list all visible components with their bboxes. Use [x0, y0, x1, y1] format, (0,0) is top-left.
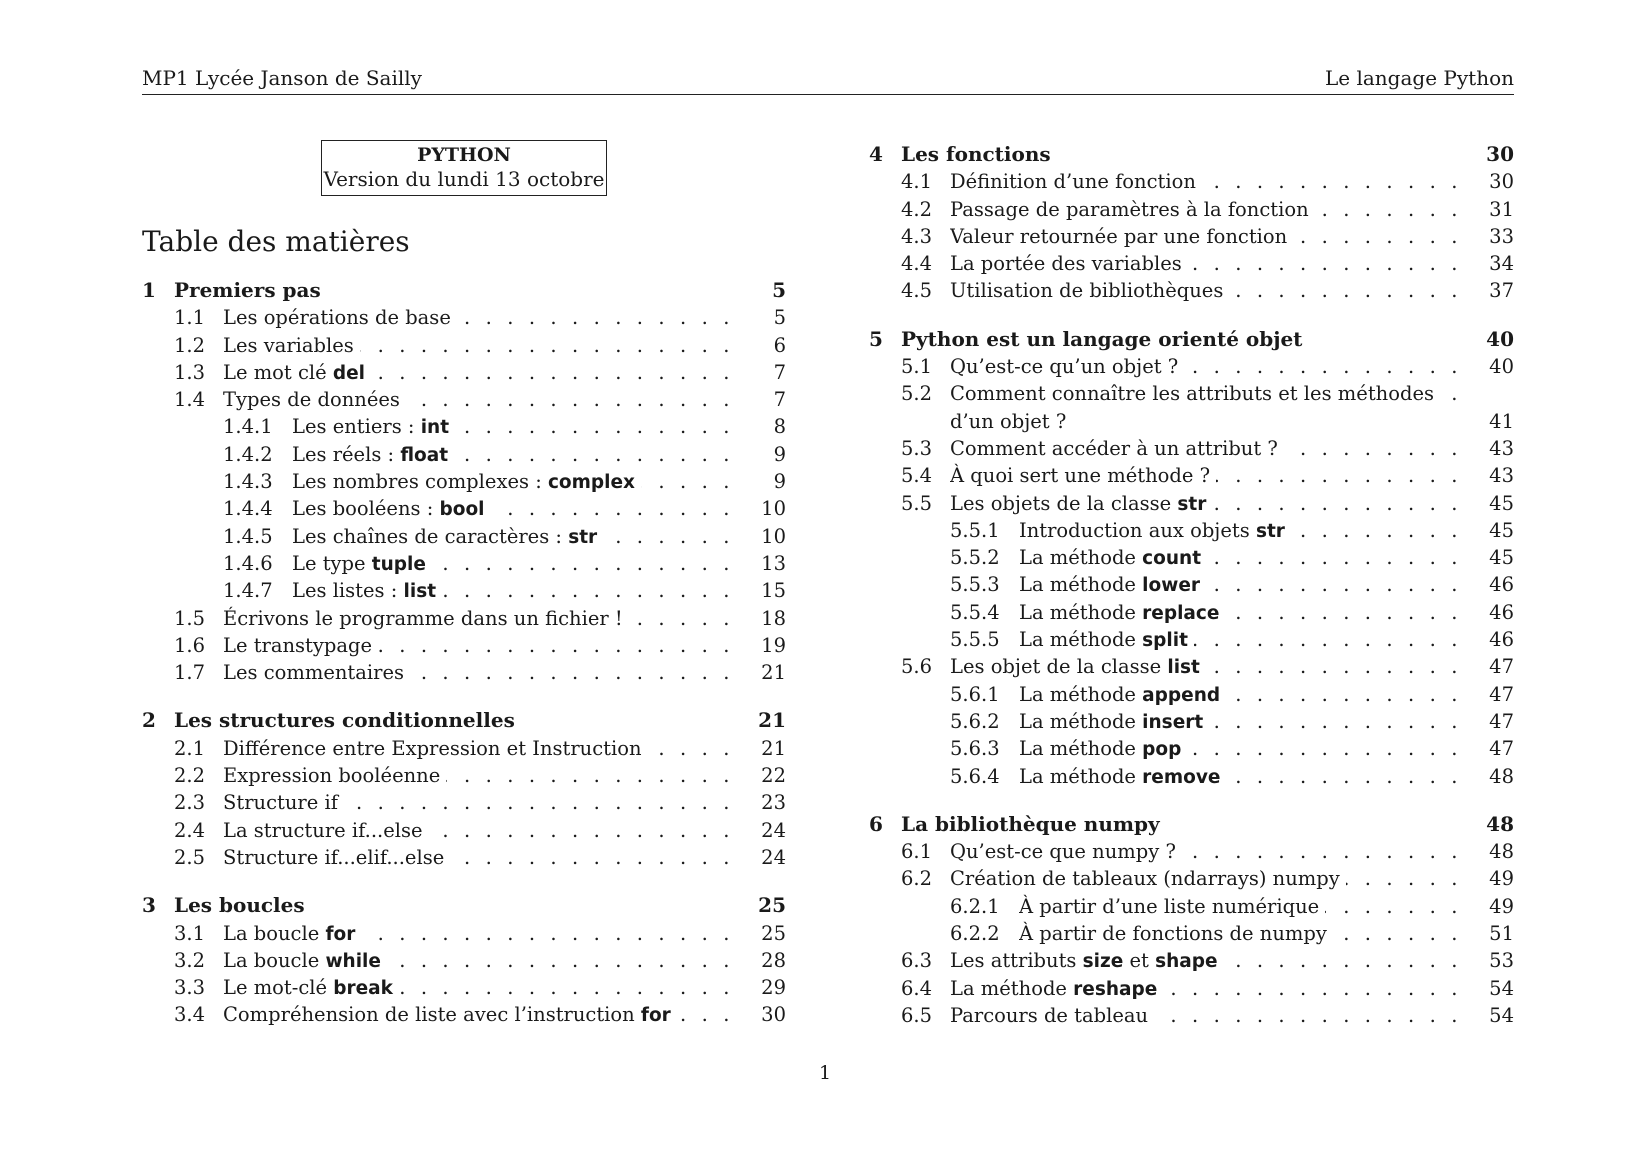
toc-page: 37 — [1489, 279, 1514, 303]
toc-page: 30 — [1489, 170, 1514, 194]
toc-page: 10 — [761, 524, 786, 548]
toc-page: 46 — [1489, 573, 1514, 597]
toc-number: 1.4 — [174, 388, 206, 412]
toc-subentry[interactable] — [142, 413, 786, 440]
toc-page: 5 — [773, 306, 786, 330]
toc-page: 7 — [773, 388, 786, 412]
toc-label: Le mot clé del . . . — [223, 359, 734, 387]
toc-label: La méthode count . . . — [1019, 544, 1462, 572]
toc-number: 2.1 — [174, 736, 206, 760]
toc-number: 5.5.2 — [950, 546, 1000, 570]
toc-subentry[interactable] — [142, 523, 786, 550]
toc-number: 1.2 — [174, 333, 206, 357]
toc-number: 6.2.2 — [950, 922, 1000, 946]
toc-entry[interactable] — [869, 975, 1514, 1002]
toc-page: 18 — [761, 606, 786, 630]
toc-number: 1.4.2 — [223, 442, 273, 466]
toc-page: 48 — [1486, 811, 1514, 836]
toc-keyword: for — [325, 923, 356, 945]
toc-subentry[interactable] — [142, 577, 786, 604]
toc-label: Types de données . . . — [223, 386, 734, 413]
toc-number: 1.6 — [174, 633, 206, 657]
toc-number: 5.2 — [901, 382, 933, 406]
toc-label: Les entiers : int . . . — [292, 413, 734, 441]
toc-section[interactable] — [869, 326, 1514, 353]
toc-entry[interactable] — [869, 1002, 1514, 1029]
toc-label: La méthode insert . . . — [1019, 708, 1462, 736]
toc-entry[interactable] — [142, 789, 786, 816]
toc-keyword: break — [333, 978, 393, 1000]
toc-page: 40 — [1486, 326, 1514, 351]
toc-number: 4 — [869, 142, 883, 166]
toc-label: La méthode lower . . . — [1019, 571, 1462, 599]
toc-entry[interactable] — [142, 632, 786, 659]
toc-label: Les listes : list . . . — [292, 577, 734, 605]
toc-page: 43 — [1489, 436, 1514, 460]
toc-subentry[interactable] — [142, 441, 786, 468]
toc-number: 1.7 — [174, 661, 206, 685]
toc-number: 2.3 — [174, 791, 206, 815]
toc-label: Premiers pas — [174, 277, 734, 304]
toc-number: 5.6 — [901, 655, 933, 679]
toc-number: 5.5.1 — [950, 518, 1000, 542]
toc-entry[interactable] — [142, 947, 786, 974]
toc-entry[interactable] — [869, 838, 1514, 865]
toc-label: Les objet de la classe list . . . — [950, 653, 1462, 681]
toc-column-left — [142, 277, 786, 1029]
toc-number: 1 — [142, 278, 156, 302]
toc-page: 21 — [761, 661, 786, 685]
toc-number: 5.6.2 — [950, 709, 1000, 733]
toc-page: 7 — [773, 360, 786, 384]
toc-number: 3.3 — [174, 976, 206, 1000]
toc-page: 22 — [761, 764, 786, 788]
header-left: MP1 Lycée Janson de Sailly — [142, 66, 422, 90]
toc-keyword: str — [568, 526, 598, 548]
toc-number: 1.3 — [174, 360, 206, 384]
toc-number: 5.4 — [901, 464, 933, 488]
toc-label: Écrivons le programme dans un fichier ! . . . — [223, 605, 734, 632]
toc-entry[interactable] — [142, 1001, 786, 1028]
toc-entry[interactable] — [142, 844, 786, 871]
toc-entry[interactable] — [142, 386, 786, 413]
toc-page: 6 — [773, 333, 786, 357]
toc-number: 5.5.4 — [950, 600, 1000, 624]
toc-keyword: split — [1142, 630, 1188, 652]
toc-label: Valeur retournée par une fonction . . . — [950, 223, 1462, 250]
toc-section[interactable] — [869, 141, 1514, 168]
toc-page: 43 — [1489, 464, 1514, 488]
toc-page: 48 — [1489, 840, 1514, 864]
toc-number: 3.4 — [174, 1003, 206, 1027]
toc-label: À partir d’une liste numérique . . . — [1019, 893, 1462, 920]
toc-label: Expression booléenne . . . — [223, 762, 734, 789]
toc-number: 5.5.3 — [950, 573, 1000, 597]
toc-section[interactable] — [869, 811, 1514, 838]
toc-number: 4.2 — [901, 197, 933, 221]
toc-subentry[interactable] — [869, 626, 1514, 653]
toc-number: 5.6.1 — [950, 682, 1000, 706]
toc-number: 3.1 — [174, 921, 206, 945]
toc-number: 1.5 — [174, 606, 206, 630]
page-number: 1 — [818, 1062, 832, 1084]
toc-keyword: pop — [1142, 739, 1182, 761]
toc-entry[interactable] — [869, 947, 1514, 974]
toc-keyword: float — [400, 444, 449, 466]
toc-label: Les nombres complexes : complex . . . — [292, 468, 734, 496]
toc-label: La boucle while . . . — [223, 947, 734, 975]
toc-number: 5.5 — [901, 491, 933, 515]
toc-label: La structure if...else . . . — [223, 817, 734, 844]
toc-page: 15 — [761, 579, 786, 603]
toc-entry[interactable] — [142, 304, 786, 331]
toc-label: Le mot-clé break . . . — [223, 974, 734, 1002]
toc-label: Les variables . . . — [223, 332, 734, 359]
toc-label: Les fonctions — [901, 141, 1462, 168]
toc-page: 30 — [1486, 142, 1514, 166]
toc-entry[interactable] — [142, 332, 786, 359]
toc-subentry[interactable] — [869, 544, 1514, 571]
toc-label: Les commentaires . . . — [223, 659, 734, 686]
toc-number: 4.1 — [901, 170, 933, 194]
toc-label: La boucle for . . . — [223, 920, 734, 948]
toc-page: 30 — [761, 1003, 786, 1027]
toc-number: 4.5 — [901, 279, 933, 303]
toc-label: Différence entre Expression et Instruction . . . — [223, 735, 734, 762]
toc-subentry[interactable] — [869, 708, 1514, 735]
toc-label: Introduction aux objets str . . . — [1019, 517, 1462, 545]
toc-page: 49 — [1489, 867, 1514, 891]
toc-keyword: append — [1142, 684, 1221, 706]
toc-entry[interactable] — [869, 223, 1514, 250]
toc-subentry[interactable] — [142, 550, 786, 577]
toc-label: Passage de paramètres à la fonction . . . — [950, 196, 1462, 223]
toc-number: 4.3 — [901, 224, 933, 248]
toc-number: 4.4 — [901, 252, 933, 276]
toc-entry[interactable] — [142, 735, 786, 762]
toc-label: La méthode pop . . . — [1019, 735, 1462, 763]
toc-page: 24 — [761, 818, 786, 842]
toc-page: 8 — [773, 415, 786, 439]
toc-page: 51 — [1489, 922, 1514, 946]
toc-subentry[interactable] — [869, 735, 1514, 762]
toc-label: À quoi sert une méthode ? . . . — [950, 462, 1462, 489]
toc-page: 23 — [761, 791, 786, 815]
toc-keyword: tuple — [371, 553, 426, 575]
toc-page: 49 — [1489, 894, 1514, 918]
toc-keyword: count — [1142, 548, 1202, 570]
toc-keyword: replace — [1142, 602, 1220, 624]
toc-subentry[interactable] — [869, 681, 1514, 708]
toc-subentry[interactable] — [869, 920, 1514, 947]
toc-keyword: reshape — [1073, 978, 1158, 1000]
page-header — [142, 66, 1514, 95]
toc-label: Les structures conditionnelles — [174, 707, 734, 734]
toc-number: 1.4.6 — [223, 551, 273, 575]
toc-page: 9 — [773, 442, 786, 466]
toc-entry[interactable] — [142, 920, 786, 947]
toc-keyword: del — [332, 362, 365, 384]
toc-number: 3.2 — [174, 948, 206, 972]
toc-column-right — [869, 141, 1514, 1029]
toc-page: 54 — [1489, 1003, 1514, 1027]
toc-page: 9 — [773, 470, 786, 494]
toc-entry[interactable] — [869, 353, 1514, 380]
toc-number: 6.2 — [901, 867, 933, 891]
toc-subentry[interactable] — [869, 893, 1514, 920]
toc-keyword: int — [420, 417, 450, 439]
toc-number: 1.4.7 — [223, 579, 273, 603]
toc-subentry[interactable] — [869, 763, 1514, 790]
toc-page: 21 — [761, 736, 786, 760]
toc-entry[interactable] — [869, 277, 1514, 304]
toc-label: Structure if . . . — [223, 789, 734, 816]
toc-page: 47 — [1489, 737, 1514, 761]
toc-section[interactable] — [142, 707, 786, 734]
toc-label: Les boucles — [174, 892, 734, 919]
toc-label: Qu’est-ce qu’un objet ? . . . — [950, 353, 1462, 380]
toc-label: Les attributs size et shape . . . — [950, 947, 1462, 975]
toc-number: 5.1 — [901, 355, 933, 379]
toc-page: 46 — [1489, 628, 1514, 652]
toc-label: La méthode remove . . . — [1019, 763, 1462, 791]
toc-section[interactable] — [142, 892, 786, 919]
toc-subentry[interactable] — [142, 495, 786, 522]
toc-entry[interactable] — [869, 196, 1514, 223]
toc-number: 2.2 — [174, 764, 206, 788]
toc-label: La méthode split . . . — [1019, 626, 1462, 654]
toc-label: Le transtypage . . . — [223, 632, 734, 659]
toc-subentry[interactable] — [869, 599, 1514, 626]
toc-keyword: remove — [1142, 766, 1221, 788]
toc-number: 5.6.4 — [950, 764, 1000, 788]
toc-number: 5.3 — [901, 436, 933, 460]
toc-label: Parcours de tableau . . . — [950, 1002, 1462, 1029]
toc-entry[interactable] — [869, 168, 1514, 195]
toc-number: 6.3 — [901, 949, 933, 973]
toc-keyword: str — [1177, 493, 1207, 515]
toc-entry[interactable] — [869, 462, 1514, 489]
toc-label: Les opérations de base . . . — [223, 304, 734, 331]
toc-number: 1.4.4 — [223, 497, 273, 521]
toc-keyword: while — [325, 950, 381, 972]
toc-keyword: bool — [439, 499, 485, 521]
toc-page: 21 — [758, 708, 786, 733]
toc-label: Structure if...elif...else . . . — [223, 844, 734, 871]
toc-entry[interactable] — [869, 250, 1514, 277]
toc-entry[interactable] — [869, 435, 1514, 462]
toc-label: Utilisation de bibliothèques . . . — [950, 277, 1462, 304]
toc-number: 1.4.3 — [223, 470, 273, 494]
toc-label: La méthode append . . . — [1019, 681, 1462, 709]
toc-label: Création de tableaux (ndarrays) numpy . . . — [950, 865, 1462, 892]
toc-entry[interactable] — [142, 659, 786, 686]
toc-page: 19 — [761, 633, 786, 657]
toc-label: Le type tuple . . . — [292, 550, 734, 578]
toc-page: 25 — [761, 921, 786, 945]
toc-number: 3 — [142, 893, 156, 918]
toc-number: 1.4.1 — [223, 415, 273, 439]
toc-label: À partir de fonctions de numpy . . . — [1019, 920, 1462, 947]
toc-number: 6.2.1 — [950, 894, 1000, 918]
title-box — [321, 140, 607, 196]
toc-label: La bibliothèque numpy — [901, 811, 1462, 838]
toc-label: Compréhension de liste avec l’instruction for . . . — [223, 1001, 734, 1029]
toc-subentry[interactable] — [142, 468, 786, 495]
toc-page: 41 — [1489, 409, 1514, 433]
toc-label: La portée des variables . . . — [950, 250, 1462, 277]
toc-number: 6.1 — [901, 840, 933, 864]
toc-label: Comment connaître les attributs et les méthodes d’un objet ? . . . — [950, 380, 1462, 435]
toc-page: 47 — [1489, 709, 1514, 733]
toc-page: 5 — [772, 278, 786, 302]
toc-entry[interactable] — [142, 762, 786, 789]
toc-number: 2.4 — [174, 818, 206, 842]
toc-page: 25 — [758, 893, 786, 918]
toc-label: Qu’est-ce que numpy ? . . . — [950, 838, 1462, 865]
toc-page: 13 — [761, 551, 786, 575]
toc-keyword: size — [1082, 951, 1124, 973]
toc-page: 45 — [1489, 491, 1514, 515]
toc-number: 2 — [142, 708, 156, 733]
toc-entry[interactable] — [869, 653, 1514, 680]
toc-page: 29 — [761, 976, 786, 1000]
toc-label: Python est un langage orienté objet — [901, 326, 1462, 353]
toc-label: Les booléens : bool . . . — [292, 495, 734, 523]
toc-section[interactable] — [142, 277, 786, 304]
toc-number: 6.5 — [901, 1003, 933, 1027]
toc-number: 1.1 — [174, 306, 206, 330]
toc-label: Définition d’une fonction . . . — [950, 168, 1462, 195]
title-box-line1: PYTHON — [417, 144, 511, 166]
toc-page: 45 — [1489, 518, 1514, 542]
toc-keyword: complex — [547, 472, 635, 494]
toc-page: 45 — [1489, 546, 1514, 570]
toc-entry[interactable] — [142, 817, 786, 844]
toc-label: Les réels : float . . . — [292, 441, 734, 469]
toc-entry[interactable] — [142, 974, 786, 1001]
toc-page: 48 — [1489, 764, 1514, 788]
toc-page: 10 — [761, 497, 786, 521]
toc-label: La méthode reshape . . . — [950, 975, 1462, 1003]
toc-subentry[interactable] — [869, 517, 1514, 544]
toc-keyword: lower — [1142, 575, 1200, 597]
toc-page: 28 — [761, 948, 786, 972]
toc-label: La méthode replace . . . — [1019, 599, 1462, 627]
toc-label: Les objets de la classe str . . . — [950, 490, 1462, 518]
toc-page: 53 — [1489, 949, 1514, 973]
toc-page: 24 — [761, 845, 786, 869]
toc-keyword: insert — [1142, 711, 1204, 733]
header-right: Le langage Python — [1325, 66, 1514, 90]
toc-number: 5.6.3 — [950, 737, 1000, 761]
toc-keyword: for — [640, 1005, 671, 1027]
toc-page: 54 — [1489, 976, 1514, 1000]
toc-title: Table des matières — [142, 225, 410, 258]
toc-keyword: str — [1255, 520, 1285, 542]
toc-entry[interactable] — [142, 359, 786, 386]
toc-number: 1.4.5 — [223, 524, 273, 548]
toc-entry[interactable] — [869, 380, 1514, 435]
title-box-line2: Version du lundi 13 octobre — [323, 167, 605, 191]
toc-label: Les chaînes de caractères : str . . . — [292, 523, 734, 551]
toc-number: 6.4 — [901, 976, 933, 1000]
toc-number: 2.5 — [174, 845, 206, 869]
toc-entry[interactable] — [142, 605, 786, 632]
toc-number: 6 — [869, 811, 883, 836]
toc-entry[interactable] — [869, 865, 1514, 892]
toc-subentry[interactable] — [869, 571, 1514, 598]
toc-page: 34 — [1489, 252, 1514, 276]
toc-page: 33 — [1489, 224, 1514, 248]
toc-number: 5.5.5 — [950, 628, 1000, 652]
toc-page: 47 — [1489, 655, 1514, 679]
toc-page: 40 — [1489, 355, 1514, 379]
toc-keyword: shape — [1155, 951, 1218, 973]
toc-page: 46 — [1489, 600, 1514, 624]
toc-entry[interactable] — [869, 490, 1514, 517]
toc-page: 47 — [1489, 682, 1514, 706]
toc-keyword: list — [403, 581, 437, 603]
toc-keyword: list — [1167, 657, 1200, 679]
toc-number: 5 — [869, 326, 883, 351]
toc-label: Comment accéder à un attribut ? . . . — [950, 435, 1462, 462]
toc-page: 31 — [1489, 197, 1514, 221]
